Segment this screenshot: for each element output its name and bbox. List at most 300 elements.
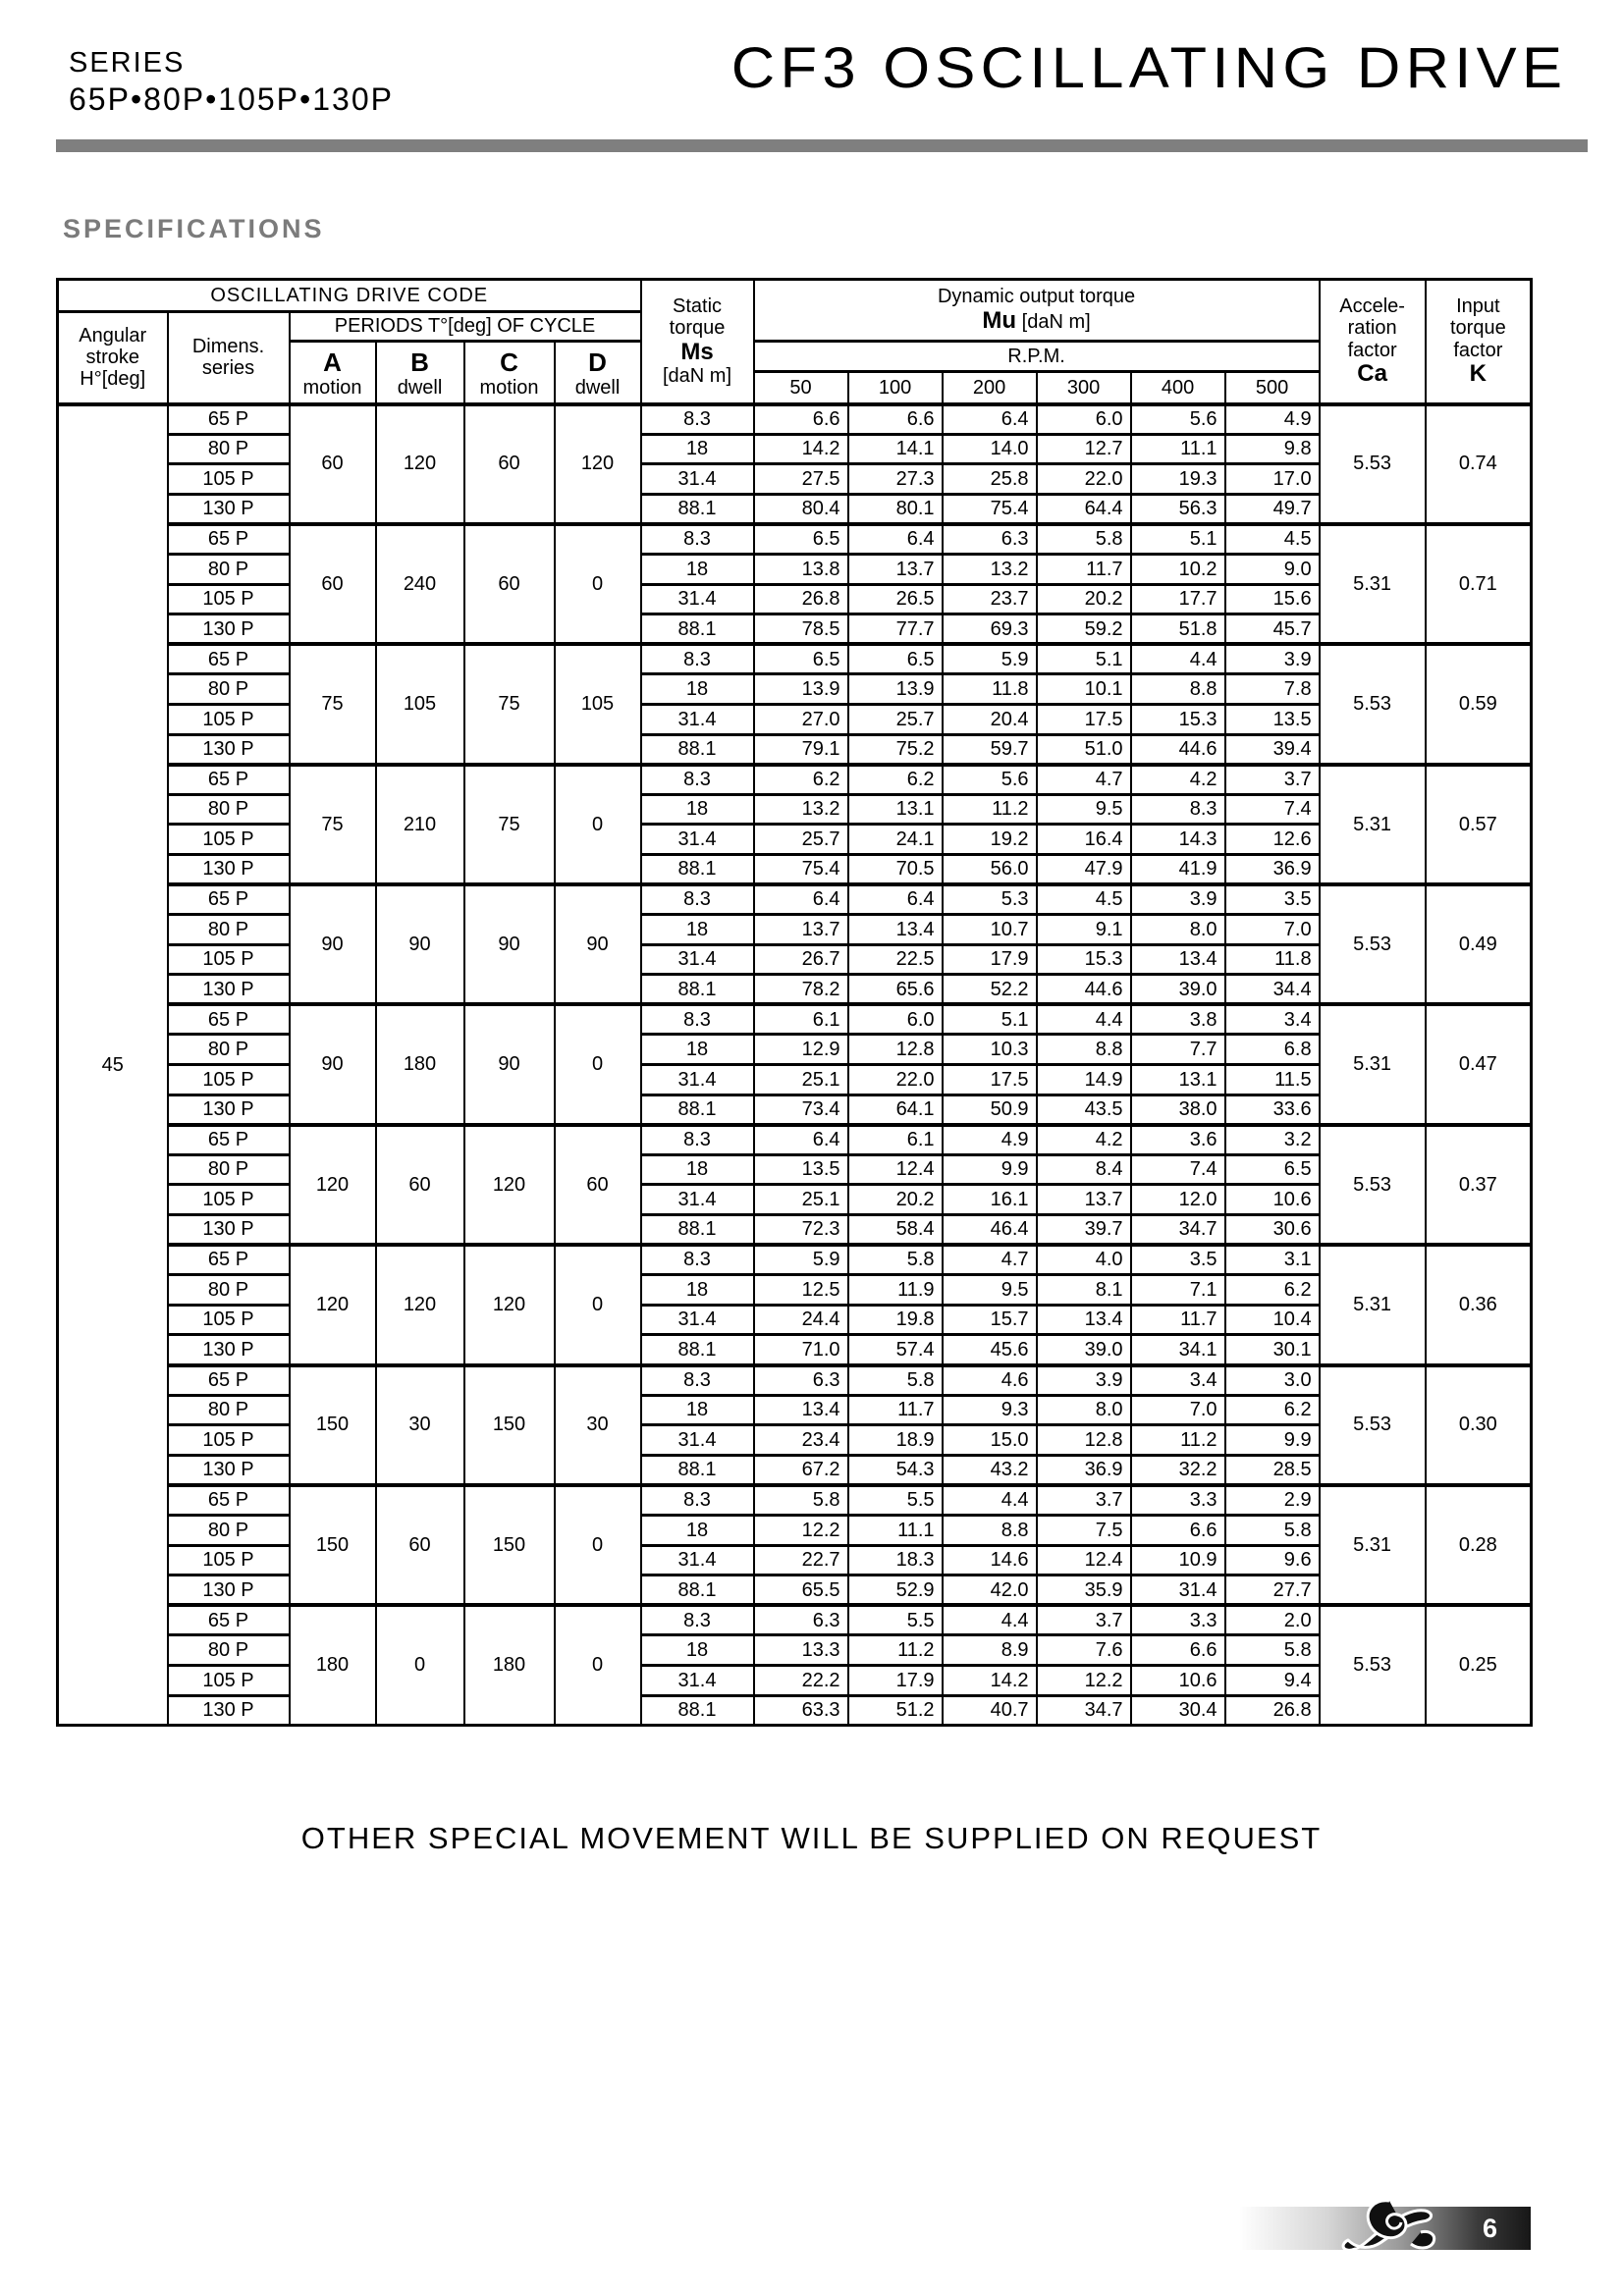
dynamic-torque-cell: 11.7 — [848, 1395, 943, 1425]
spec-row — [58, 434, 1532, 464]
static-torque-cell: 88.1 — [641, 734, 754, 765]
input-factor-cell: 0.74 — [1426, 404, 1532, 524]
dynamic-torque-cell: 22.5 — [848, 944, 943, 975]
angular-stroke-line: stroke — [85, 347, 139, 369]
series-cell: 130 P — [168, 614, 290, 645]
spec-row — [58, 944, 1532, 975]
dynamic-torque-cell: 7.8 — [1225, 674, 1320, 705]
period-value-cell: 60 — [376, 1125, 464, 1245]
dynamic-torque-cell: 4.7 — [943, 1245, 1037, 1275]
period-value-cell: 30 — [555, 1365, 641, 1485]
series-cell: 130 P — [168, 1455, 290, 1485]
series-cell: 105 P — [168, 1305, 290, 1335]
input-line: Input — [1456, 294, 1500, 317]
angular-stroke-value: 45 — [58, 404, 168, 1726]
dynamic-torque-cell: 44.6 — [1131, 734, 1225, 765]
dynamic-torque-cell: 9.0 — [1225, 554, 1320, 584]
static-torque-cell: 18 — [641, 794, 754, 825]
dynamic-torque-cell: 25.1 — [754, 1065, 848, 1095]
dynamic-torque-cell: 4.4 — [1037, 1004, 1131, 1035]
dynamic-torque-cell: 6.3 — [754, 1605, 848, 1635]
dynamic-torque-cell: 13.2 — [754, 794, 848, 825]
spec-row — [58, 1515, 1532, 1545]
dynamic-torque-cell: 13.8 — [754, 554, 848, 584]
dynamic-torque-cell: 7.1 — [1131, 1275, 1225, 1306]
period-value-cell: 75 — [464, 644, 555, 764]
static-torque-cell: 18 — [641, 674, 754, 705]
dynamic-torque-cell: 26.8 — [1225, 1695, 1320, 1726]
period-value-cell: 150 — [464, 1485, 555, 1605]
series-block — [69, 47, 394, 119]
dynamic-torque-cell: 51.2 — [848, 1695, 943, 1726]
dynamic-torque-cell: 13.7 — [1037, 1185, 1131, 1215]
dynamic-torque-cell: 4.2 — [1131, 765, 1225, 795]
acceleration-factor-header — [1320, 280, 1426, 404]
dynamic-torque-cell: 5.1 — [1131, 524, 1225, 555]
period-type: motion — [479, 376, 539, 399]
dynamic-torque-cell: 59.2 — [1037, 614, 1131, 645]
period-value-cell: 90 — [290, 1004, 376, 1124]
dynamic-torque-cell: 11.7 — [1131, 1305, 1225, 1335]
dynamic-torque-cell: 10.2 — [1131, 554, 1225, 584]
dynamic-torque-cell: 15.6 — [1225, 584, 1320, 614]
dynamic-torque-cell: 24.1 — [848, 825, 943, 855]
period-value-cell: 90 — [290, 884, 376, 1004]
series-label: SERIES — [69, 47, 186, 79]
dynamic-torque-cell: 17.5 — [943, 1065, 1037, 1095]
dynamic-torque-cell: 35.9 — [1037, 1575, 1131, 1606]
dynamic-torque-title: Dynamic output torque — [937, 286, 1136, 308]
dynamic-torque-cell: 10.6 — [1131, 1665, 1225, 1695]
dynamic-torque-cell: 34.1 — [1131, 1335, 1225, 1365]
static-torque-cell: 8.3 — [641, 765, 754, 795]
dynamic-torque-cell: 5.8 — [848, 1245, 943, 1275]
dynamic-torque-cell: 47.9 — [1037, 854, 1131, 884]
dynamic-torque-cell: 11.1 — [1131, 434, 1225, 464]
dynamic-torque-cell: 4.4 — [1131, 644, 1225, 674]
spec-row — [58, 734, 1532, 765]
period-value-cell: 180 — [464, 1605, 555, 1725]
dynamic-torque-cell: 6.5 — [1225, 1154, 1320, 1185]
dynamic-torque-cell: 12.7 — [1037, 434, 1131, 464]
period-value-cell: 60 — [290, 524, 376, 644]
dynamic-torque-cell: 26.7 — [754, 944, 848, 975]
dynamic-torque-cell: 17.9 — [848, 1665, 943, 1695]
spec-row — [58, 554, 1532, 584]
dynamic-torque-cell: 20.2 — [848, 1185, 943, 1215]
dynamic-torque-cell: 19.2 — [943, 825, 1037, 855]
static-torque-cell: 31.4 — [641, 1425, 754, 1456]
input-line: factor — [1453, 339, 1503, 361]
static-torque-cell: 8.3 — [641, 1245, 754, 1275]
dynamic-torque-cell: 9.9 — [943, 1154, 1037, 1185]
rpm-col-header: 400 — [1131, 372, 1225, 404]
period-value-cell: 120 — [555, 404, 641, 524]
dynamic-torque-cell: 44.6 — [1037, 975, 1131, 1005]
spec-row — [58, 524, 1532, 555]
period-value-cell: 240 — [376, 524, 464, 644]
dynamic-torque-cell: 5.6 — [943, 765, 1037, 795]
dynamic-torque-cell: 6.6 — [1131, 1635, 1225, 1666]
dynamic-torque-cell: 10.3 — [943, 1035, 1037, 1065]
dynamic-torque-cell: 5.5 — [848, 1485, 943, 1516]
dynamic-torque-cell: 80.4 — [754, 494, 848, 524]
static-torque-cell: 18 — [641, 434, 754, 464]
accel-line: Accele- — [1339, 294, 1405, 317]
spec-row — [58, 1095, 1532, 1125]
dynamic-torque-cell: 3.5 — [1131, 1245, 1225, 1275]
dynamic-torque-cell: 17.9 — [943, 944, 1037, 975]
input-factor-cell: 0.71 — [1426, 524, 1532, 644]
static-torque-cell: 8.3 — [641, 404, 754, 435]
dynamic-torque-cell: 6.6 — [848, 404, 943, 435]
dynamic-torque-cell: 27.0 — [754, 704, 848, 734]
spec-row — [58, 704, 1532, 734]
period-value-cell: 105 — [555, 644, 641, 764]
series-cell: 80 P — [168, 674, 290, 705]
dynamic-torque-cell: 13.7 — [848, 554, 943, 584]
series-cell: 65 P — [168, 1365, 290, 1396]
series-cell: 130 P — [168, 854, 290, 884]
dynamic-torque-cell: 27.7 — [1225, 1575, 1320, 1606]
static-torque-cell: 88.1 — [641, 1575, 754, 1606]
dynamic-torque-cell: 71.0 — [754, 1335, 848, 1365]
period-value-cell: 0 — [555, 1004, 641, 1124]
acceleration-factor-cell: 5.31 — [1320, 1004, 1426, 1124]
dynamic-torque-cell: 12.9 — [754, 1035, 848, 1065]
input-symbol: K — [1469, 359, 1488, 387]
dynamic-torque-cell: 56.3 — [1131, 494, 1225, 524]
dynamic-torque-cell: 70.5 — [848, 854, 943, 884]
dynamic-torque-cell: 34.7 — [1131, 1215, 1225, 1246]
drive-code-header: OSCILLATING DRIVE CODE — [58, 280, 641, 312]
angular-stroke-line: Angular — [79, 324, 147, 347]
dynamic-torque-cell: 4.5 — [1225, 524, 1320, 555]
static-torque-symbol: Ms — [680, 338, 714, 365]
acceleration-factor-cell: 5.31 — [1320, 765, 1426, 884]
dynamic-torque-cell: 5.8 — [1225, 1515, 1320, 1545]
period-value-cell: 150 — [290, 1365, 376, 1485]
dynamic-torque-cell: 10.9 — [1131, 1545, 1225, 1575]
dynamic-torque-cell: 5.1 — [943, 1004, 1037, 1035]
static-torque-cell: 8.3 — [641, 1485, 754, 1516]
dynamic-torque-cell: 13.3 — [754, 1635, 848, 1666]
static-torque-cell: 31.4 — [641, 1665, 754, 1695]
dynamic-torque-cell: 11.2 — [848, 1635, 943, 1666]
dynamic-torque-cell: 4.9 — [1225, 404, 1320, 435]
dynamic-torque-cell: 25.1 — [754, 1185, 848, 1215]
dynamic-torque-cell: 5.1 — [1037, 644, 1131, 674]
period-value-cell: 180 — [290, 1605, 376, 1725]
spec-row — [58, 614, 1532, 645]
dynamic-torque-cell: 7.4 — [1225, 794, 1320, 825]
dynamic-torque-cell: 12.8 — [848, 1035, 943, 1065]
dynamic-torque-cell: 3.9 — [1131, 884, 1225, 915]
dynamic-torque-cell: 11.8 — [943, 674, 1037, 705]
series-cell: 105 P — [168, 464, 290, 495]
dynamic-torque-cell: 13.4 — [1131, 944, 1225, 975]
dynamic-torque-cell: 34.4 — [1225, 975, 1320, 1005]
spec-row — [58, 1004, 1532, 1035]
dynamic-torque-cell: 45.6 — [943, 1335, 1037, 1365]
dynamic-torque-cell: 13.5 — [754, 1154, 848, 1185]
dynamic-torque-cell: 13.2 — [943, 554, 1037, 584]
static-torque-cell: 88.1 — [641, 854, 754, 884]
dynamic-torque-symbol-line — [755, 308, 1319, 335]
series-cell: 105 P — [168, 825, 290, 855]
dynamic-torque-cell: 11.1 — [848, 1515, 943, 1545]
spec-row — [58, 1575, 1532, 1606]
static-torque-line: Static — [673, 294, 723, 317]
dynamic-torque-cell: 14.2 — [943, 1665, 1037, 1695]
dynamic-torque-cell: 3.5 — [1225, 884, 1320, 915]
static-torque-cell: 88.1 — [641, 1215, 754, 1246]
period-value-cell: 60 — [376, 1485, 464, 1605]
dynamic-torque-cell: 6.2 — [1225, 1395, 1320, 1425]
period-value-cell: 0 — [555, 524, 641, 644]
dynamic-torque-cell: 17.7 — [1131, 584, 1225, 614]
dynamic-torque-cell: 30.4 — [1131, 1695, 1225, 1726]
static-torque-cell: 31.4 — [641, 1305, 754, 1335]
static-torque-cell: 31.4 — [641, 1545, 754, 1575]
dynamic-torque-cell: 36.9 — [1225, 854, 1320, 884]
period-type: dwell — [397, 376, 443, 399]
series-cell: 80 P — [168, 1395, 290, 1425]
static-torque-cell: 88.1 — [641, 1095, 754, 1125]
static-torque-cell: 8.3 — [641, 1365, 754, 1396]
dynamic-torque-cell: 23.4 — [754, 1425, 848, 1456]
dynamic-torque-cell: 9.9 — [1225, 1425, 1320, 1456]
dynamic-torque-cell: 5.8 — [1037, 524, 1131, 555]
period-value-cell: 90 — [464, 1004, 555, 1124]
dynamic-torque-cell: 3.2 — [1225, 1125, 1320, 1155]
dynamic-torque-unit: [daN m] — [1021, 310, 1091, 333]
dynamic-torque-cell: 33.6 — [1225, 1095, 1320, 1125]
spec-row — [58, 494, 1532, 524]
dynamic-torque-cell: 51.8 — [1131, 614, 1225, 645]
dynamic-torque-cell: 5.9 — [943, 644, 1037, 674]
dynamic-torque-cell: 2.9 — [1225, 1485, 1320, 1516]
series-cell: 105 P — [168, 584, 290, 614]
dynamic-torque-cell: 79.1 — [754, 734, 848, 765]
dynamic-torque-cell: 26.8 — [754, 584, 848, 614]
dynamic-torque-cell: 3.8 — [1131, 1004, 1225, 1035]
series-cell: 80 P — [168, 1515, 290, 1545]
series-cell: 65 P — [168, 524, 290, 555]
rpm-col-header: 500 — [1225, 372, 1320, 404]
acceleration-factor-cell: 5.53 — [1320, 644, 1426, 764]
dynamic-torque-cell: 38.0 — [1131, 1095, 1225, 1125]
dynamic-torque-cell: 7.6 — [1037, 1635, 1131, 1666]
input-factor-cell: 0.25 — [1426, 1605, 1532, 1725]
dynamic-torque-cell: 13.7 — [754, 915, 848, 945]
series-cell: 65 P — [168, 884, 290, 915]
dynamic-torque-cell: 9.5 — [1037, 794, 1131, 825]
period-value-cell: 60 — [464, 404, 555, 524]
spec-row — [58, 1365, 1532, 1396]
static-torque-cell: 88.1 — [641, 1455, 754, 1485]
dynamic-torque-cell: 41.9 — [1131, 854, 1225, 884]
acceleration-factor-cell: 5.31 — [1320, 1245, 1426, 1364]
rpm-col-header: 100 — [848, 372, 943, 404]
dynamic-torque-cell: 13.4 — [754, 1395, 848, 1425]
dynamic-torque-cell: 4.2 — [1037, 1125, 1131, 1155]
spec-row — [58, 1425, 1532, 1456]
series-cell: 130 P — [168, 1215, 290, 1246]
period-value-cell: 180 — [376, 1004, 464, 1124]
dynamic-torque-cell: 6.8 — [1225, 1035, 1320, 1065]
dynamic-torque-cell: 12.4 — [848, 1154, 943, 1185]
period-value-cell: 60 — [555, 1125, 641, 1245]
dynamic-torque-cell: 14.0 — [943, 434, 1037, 464]
period-c-header — [464, 342, 555, 404]
dynamic-torque-cell: 11.5 — [1225, 1065, 1320, 1095]
spec-row — [58, 644, 1532, 674]
dynamic-torque-cell: 78.2 — [754, 975, 848, 1005]
dynamic-torque-cell: 4.7 — [1037, 765, 1131, 795]
series-cell: 130 P — [168, 1095, 290, 1125]
dynamic-torque-cell: 3.9 — [1037, 1365, 1131, 1396]
dynamic-torque-cell: 11.8 — [1225, 944, 1320, 975]
dynamic-torque-cell: 15.3 — [1037, 944, 1131, 975]
dynamic-torque-cell: 4.9 — [943, 1125, 1037, 1155]
dynamic-torque-cell: 27.5 — [754, 464, 848, 495]
dimens-series-header — [168, 312, 290, 404]
acceleration-factor-cell: 5.53 — [1320, 404, 1426, 524]
dynamic-torque-cell: 12.4 — [1037, 1545, 1131, 1575]
spec-row — [58, 1695, 1532, 1726]
dynamic-torque-cell: 7.7 — [1131, 1035, 1225, 1065]
series-cell: 105 P — [168, 1425, 290, 1456]
dynamic-torque-cell: 14.1 — [848, 434, 943, 464]
dynamic-torque-cell: 20.4 — [943, 704, 1037, 734]
dynamic-torque-cell: 6.0 — [848, 1004, 943, 1035]
period-letter: B — [410, 347, 429, 377]
period-b-header — [376, 342, 464, 404]
dynamic-torque-cell: 10.1 — [1037, 674, 1131, 705]
spec-row — [58, 1455, 1532, 1485]
dynamic-torque-cell: 10.4 — [1225, 1305, 1320, 1335]
dynamic-torque-cell: 3.3 — [1131, 1485, 1225, 1516]
static-torque-cell: 31.4 — [641, 464, 754, 495]
period-value-cell: 60 — [464, 524, 555, 644]
static-torque-cell: 18 — [641, 915, 754, 945]
dynamic-torque-cell: 9.4 — [1225, 1665, 1320, 1695]
dynamic-torque-cell: 10.7 — [943, 915, 1037, 945]
dynamic-torque-cell: 77.7 — [848, 614, 943, 645]
period-value-cell: 210 — [376, 765, 464, 884]
section-heading: SPECIFICATIONS — [63, 214, 325, 243]
dynamic-torque-cell: 39.0 — [1131, 975, 1225, 1005]
dynamic-torque-cell: 25.8 — [943, 464, 1037, 495]
series-cell: 65 P — [168, 644, 290, 674]
spec-row — [58, 1245, 1532, 1275]
dynamic-torque-cell: 12.6 — [1225, 825, 1320, 855]
dynamic-torque-cell: 3.4 — [1131, 1365, 1225, 1396]
series-cell: 80 P — [168, 1035, 290, 1065]
input-factor-cell: 0.30 — [1426, 1365, 1532, 1485]
series-cell: 65 P — [168, 1605, 290, 1635]
dynamic-torque-cell: 6.4 — [943, 404, 1037, 435]
dynamic-torque-cell: 2.0 — [1225, 1605, 1320, 1635]
dynamic-torque-cell: 11.2 — [1131, 1425, 1225, 1456]
dynamic-torque-cell: 65.5 — [754, 1575, 848, 1606]
series-cell: 105 P — [168, 1545, 290, 1575]
dynamic-torque-cell: 22.7 — [754, 1545, 848, 1575]
specifications-table — [56, 278, 1533, 1727]
dynamic-torque-cell: 9.5 — [943, 1275, 1037, 1306]
dynamic-torque-cell: 16.1 — [943, 1185, 1037, 1215]
dynamic-torque-cell: 7.5 — [1037, 1515, 1131, 1545]
spec-row — [58, 884, 1532, 915]
input-factor-cell: 0.59 — [1426, 644, 1532, 764]
static-torque-cell: 88.1 — [641, 975, 754, 1005]
series-cell: 130 P — [168, 1695, 290, 1726]
dynamic-torque-cell: 24.4 — [754, 1305, 848, 1335]
rpm-col-header: 200 — [943, 372, 1037, 404]
footer-bar — [1240, 2207, 1531, 2250]
dynamic-torque-cell: 17.5 — [1037, 704, 1131, 734]
static-torque-cell: 8.3 — [641, 644, 754, 674]
spec-table-body — [58, 404, 1532, 1726]
angular-stroke-line: H°[deg] — [80, 368, 146, 391]
dynamic-torque-cell: 6.4 — [754, 1125, 848, 1155]
series-cell: 65 P — [168, 765, 290, 795]
series-cell: 80 P — [168, 434, 290, 464]
period-value-cell: 75 — [290, 765, 376, 884]
period-value-cell: 0 — [555, 1605, 641, 1725]
series-cell: 105 P — [168, 1665, 290, 1695]
dynamic-torque-cell: 28.5 — [1225, 1455, 1320, 1485]
dynamic-torque-cell: 3.7 — [1037, 1485, 1131, 1516]
acceleration-factor-cell: 5.53 — [1320, 1365, 1426, 1485]
static-torque-cell: 31.4 — [641, 584, 754, 614]
series-cell: 80 P — [168, 794, 290, 825]
static-torque-cell: 18 — [641, 1035, 754, 1065]
dynamic-torque-cell: 3.6 — [1131, 1125, 1225, 1155]
input-factor-cell: 0.36 — [1426, 1245, 1532, 1364]
static-torque-cell: 31.4 — [641, 1065, 754, 1095]
period-value-cell: 120 — [376, 1245, 464, 1364]
dynamic-torque-cell: 12.2 — [1037, 1665, 1131, 1695]
dynamic-torque-cell: 6.5 — [754, 524, 848, 555]
dynamic-torque-cell: 52.2 — [943, 975, 1037, 1005]
series-cell: 80 P — [168, 915, 290, 945]
spec-row — [58, 1665, 1532, 1695]
period-value-cell: 60 — [290, 404, 376, 524]
dynamic-torque-cell: 11.9 — [848, 1275, 943, 1306]
dynamic-torque-cell: 46.4 — [943, 1215, 1037, 1246]
dynamic-torque-cell: 36.9 — [1037, 1455, 1131, 1485]
dynamic-torque-cell: 9.6 — [1225, 1545, 1320, 1575]
dynamic-torque-cell: 7.4 — [1131, 1154, 1225, 1185]
spec-row — [58, 464, 1532, 495]
series-cell: 80 P — [168, 1275, 290, 1306]
dynamic-torque-cell: 3.4 — [1225, 1004, 1320, 1035]
series-cell: 130 P — [168, 1335, 290, 1365]
static-torque-cell: 8.3 — [641, 1125, 754, 1155]
dynamic-torque-cell: 12.0 — [1131, 1185, 1225, 1215]
dynamic-torque-cell: 3.7 — [1225, 765, 1320, 795]
footer-note: OTHER SPECIAL MOVEMENT WILL BE SUPPLIED ON REQUEST — [300, 1821, 1323, 1855]
dynamic-torque-cell: 73.4 — [754, 1095, 848, 1125]
dynamic-torque-cell: 25.7 — [848, 704, 943, 734]
dynamic-torque-cell: 75.2 — [848, 734, 943, 765]
dynamic-torque-cell: 20.2 — [1037, 584, 1131, 614]
dynamic-torque-cell: 8.0 — [1037, 1395, 1131, 1425]
dynamic-torque-cell: 14.9 — [1037, 1065, 1131, 1095]
series-cell: 105 P — [168, 944, 290, 975]
